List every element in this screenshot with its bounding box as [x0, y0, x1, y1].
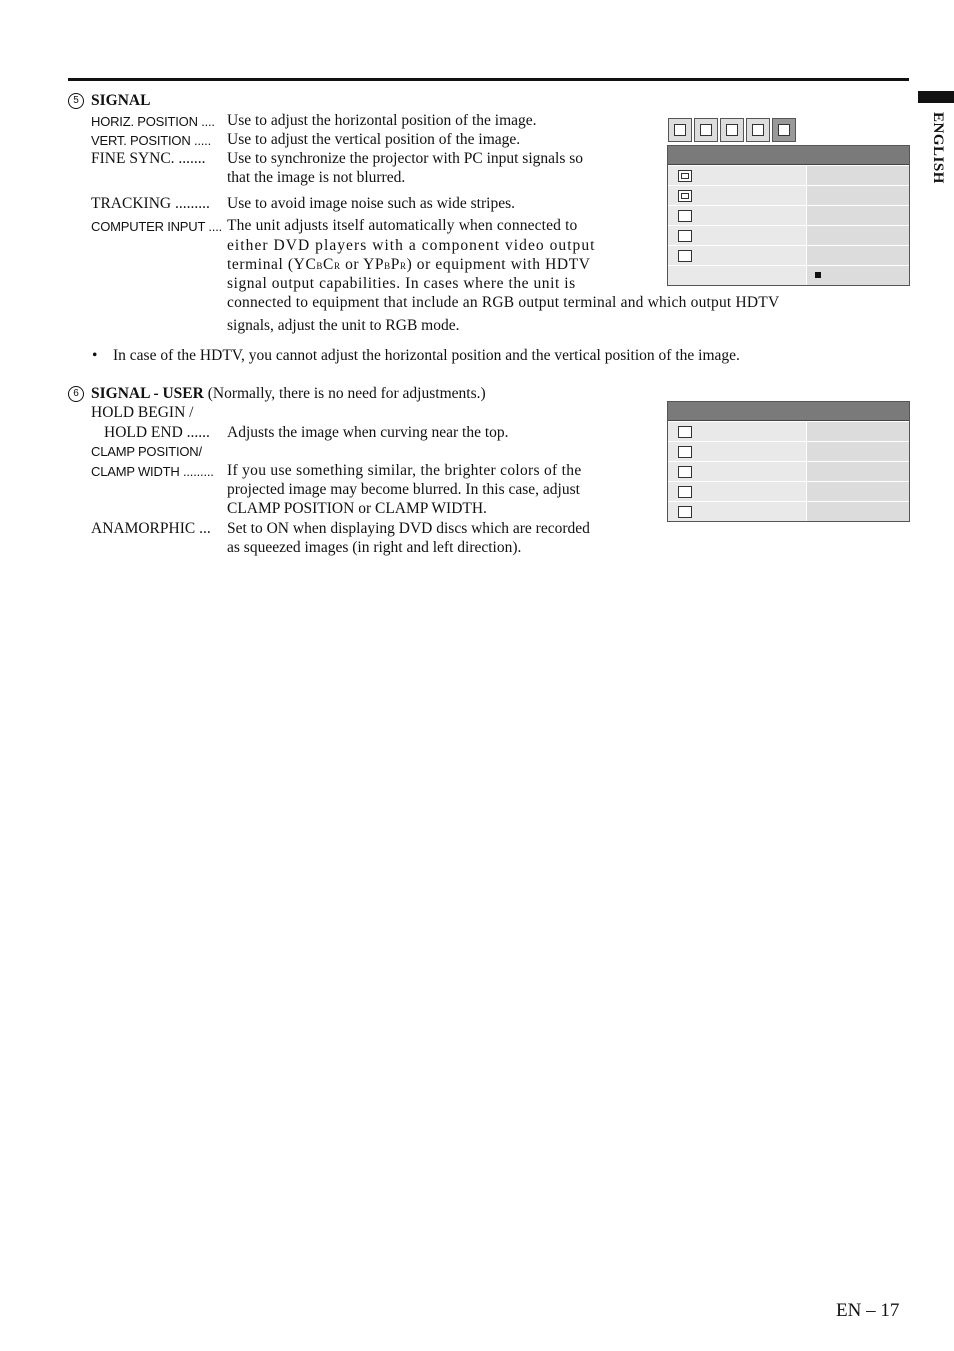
osd-row-hold-end	[668, 441, 909, 461]
computer-input-icon	[678, 250, 692, 262]
desc-anamorphic-2: as squeezed images (in right and left direction).	[227, 539, 522, 556]
tracking-icon	[678, 230, 692, 242]
term-hold-end: HOLD END ......	[104, 424, 210, 441]
top-rule	[68, 78, 909, 81]
term-vert-position: VERT. POSITION .....	[91, 133, 212, 148]
image-tab-icon	[694, 118, 718, 142]
language-tab-bar	[918, 91, 954, 103]
term-clamp-width: CLAMP WIDTH .........	[91, 464, 214, 479]
desc-computer-input-3: terminal (YCBCR or YPBPR) or equipment with HDTV	[227, 256, 591, 273]
desc-computer-input-4: signal output capabilities. In cases where the unit is	[227, 275, 576, 292]
anamorphic-icon	[678, 506, 692, 518]
osd-row-computer-input	[668, 245, 909, 265]
osd-row-clamp-position	[668, 461, 909, 481]
desc-computer-input-2: either DVD players with a component video output	[227, 237, 596, 254]
hold-end-icon	[678, 446, 692, 458]
term-horiz-position: HORIZ. POSITION ....	[91, 114, 215, 129]
desc-fine-sync-2: that the image is not blurred.	[227, 169, 406, 186]
desc-clamp-2: projected image may become blurred. In this case, adjust	[227, 481, 580, 498]
submenu-marker-icon	[815, 272, 821, 278]
term-fine-sync: FINE SYNC. .......	[91, 150, 206, 167]
osd-row-tracking	[668, 225, 909, 245]
hdtv-note: In case of the HDTV, you cannot adjust the horizontal position and the vertical position of the image.	[113, 347, 740, 364]
term-tracking: TRACKING .........	[91, 195, 210, 212]
desc-hold: Adjusts the image when curving near the top.	[227, 424, 509, 441]
osd-menu-tabs	[668, 118, 796, 144]
desc-clamp-1: If you use something similar, the brighter colors of the	[227, 462, 582, 479]
desc-computer-input-6: signals, adjust the unit to RGB mode.	[227, 317, 460, 334]
desc-horiz-position: Use to adjust the horizontal position of the image.	[227, 112, 537, 129]
section6-heading: SIGNAL - USER (Normally, there is no need for adjustments.)	[91, 385, 486, 402]
horiz-position-icon	[678, 170, 692, 182]
osd-header	[668, 402, 909, 421]
desc-tracking: Use to avoid image noise such as wide stripes.	[227, 195, 515, 212]
osd-row-anamorphic	[668, 501, 909, 521]
section5-title: SIGNAL	[91, 92, 151, 109]
desc-anamorphic-1: Set to ON when displaying DVD discs which are recorded	[227, 520, 590, 537]
feature-tab-icon	[746, 118, 770, 142]
osd-row-clamp-width	[668, 481, 909, 501]
term-clamp-position: CLAMP POSITION/	[91, 444, 202, 459]
section-number-6: 6	[68, 386, 84, 402]
signal-osd-menu	[667, 145, 910, 286]
clamp-position-icon	[678, 466, 692, 478]
page-number: EN – 17	[836, 1300, 900, 1321]
bullet-icon: •	[92, 347, 98, 364]
section-number-5: 5	[68, 93, 84, 109]
desc-computer-input-5: connected to equipment that include an RGB output terminal and which output HDTV	[227, 294, 780, 311]
desc-vert-position: Use to adjust the vertical position of the image.	[227, 131, 521, 148]
desc-computer-input-1: The unit adjusts itself automatically when connected to	[227, 217, 578, 234]
clamp-width-icon	[678, 486, 692, 498]
signal-user-osd-menu	[667, 401, 910, 522]
signal-tab-icon	[772, 118, 796, 142]
fine-sync-icon	[678, 210, 692, 222]
osd-row-fine-sync	[668, 205, 909, 225]
term-anamorphic: ANAMORPHIC ...	[91, 520, 211, 537]
picture-tab-icon	[668, 118, 692, 142]
osd-row-user	[668, 265, 909, 285]
vert-position-icon	[678, 190, 692, 202]
install-tab-icon	[720, 118, 744, 142]
term-computer-input: COMPUTER INPUT ....	[91, 219, 223, 234]
osd-row-horiz-position	[668, 165, 909, 185]
osd-row-vert-position	[668, 185, 909, 205]
osd-header	[668, 146, 909, 165]
language-label: ENGLISH	[930, 112, 946, 184]
hold-begin-icon	[678, 426, 692, 438]
desc-clamp-3: CLAMP POSITION or CLAMP WIDTH.	[227, 500, 487, 517]
osd-row-hold-begin	[668, 421, 909, 441]
desc-fine-sync-1: Use to synchronize the projector with PC input signals so	[227, 150, 584, 167]
term-hold-begin: HOLD BEGIN /	[91, 404, 194, 421]
